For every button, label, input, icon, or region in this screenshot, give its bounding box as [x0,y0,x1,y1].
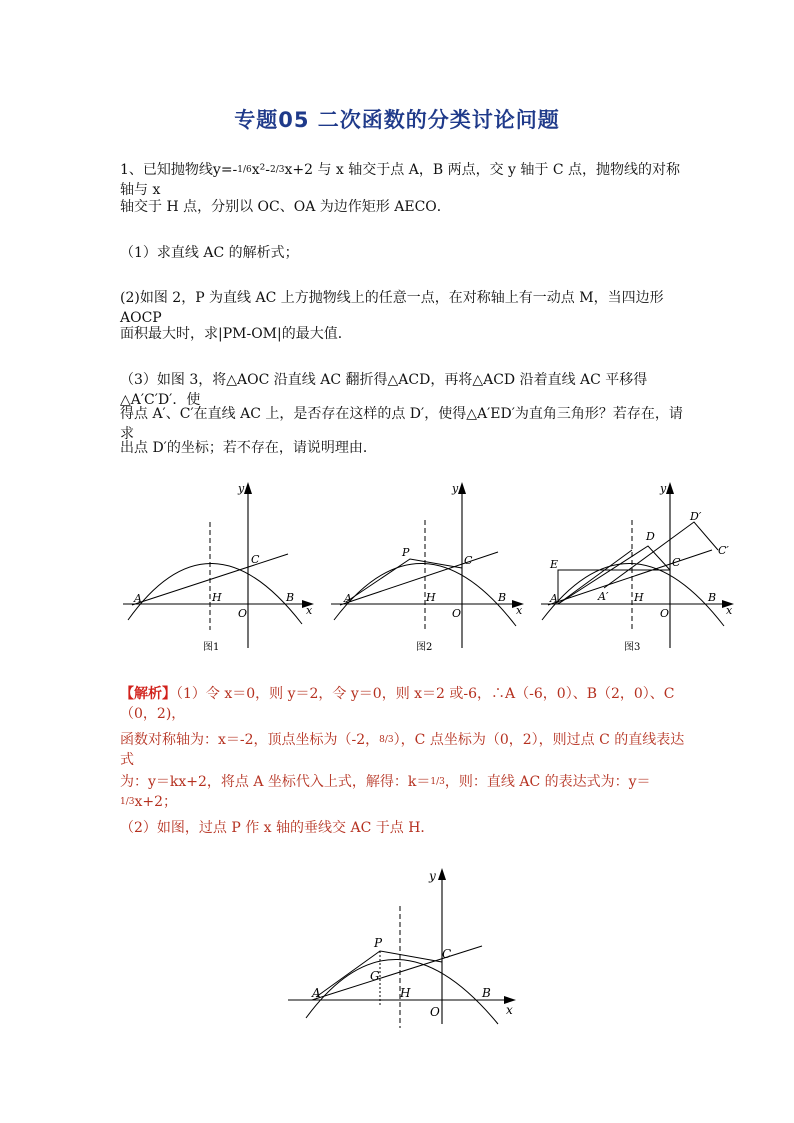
solution-line3 [120,772,690,812]
fig2-label-y: y [452,482,459,495]
fig4-label-b: B [482,986,491,1000]
fig3-label-d: D [646,530,655,543]
question-3-line3: 出点 D′的坐标；若不存在，请说明理由． [120,440,377,456]
fraction-8-3: 8/3 [379,735,394,745]
fig4-label-x: x [506,1003,513,1017]
fig1-caption: 图1 [203,642,220,653]
fig3-caption: 图3 [624,642,641,653]
fig1-label-y: y [238,482,245,495]
page-title: 专题05 二次函数的分类讨论问题 [234,108,560,132]
figure-2 [326,480,526,656]
figure-4 [282,862,522,1032]
question-2-line1: (2)如图 2，P 为直线 AC 上方抛物线上的任意一点，在对称轴上有一动点 M，当四边形 AOCP [120,290,664,326]
fig3-label-c: C [672,556,681,569]
problem-intro-line1 [120,160,690,200]
fig2-label-o: O [452,607,462,620]
fig4-label-o: O [430,1005,440,1019]
fraction-1-3-a: 1/3 [430,777,445,787]
fig4-label-a: A [312,986,321,1000]
fig3-label-b: B [708,591,717,604]
fig2-label-p: P [402,546,410,559]
fig1-label-x: x [306,604,313,617]
fig3-label-x: x [726,604,733,617]
fig3-label-o: O [660,607,670,620]
fig2-label-a: A [344,592,352,605]
fig1-label-h: H [212,591,222,604]
fig2-caption: 图2 [416,642,433,653]
question-2-line2: 面积最大时，求|PM-OM|的最大值． [120,326,352,342]
fig3-label-a: A [550,592,558,605]
fig3-label-c-prime: C′ [718,544,729,557]
fig2-label-b: B [498,591,507,604]
fig2-label-c: C [464,554,473,567]
fraction-1-6: 1/6 [237,165,252,175]
question-3-line1: （3）如图 3，将△AOC 沿直线 AC 翻折得△ACD，再将△ACD 沿着直线 AC 平移得△A′C′D′．使 [120,372,648,408]
fraction-1-3-b: 1/3 [120,797,135,807]
fig2-label-x: x [516,604,523,617]
solution-line3-c: x+2； [134,794,178,810]
problem-intro-b: x+2 与 x 轴交于点 A，B 两点，交 y 轴于 C 点，抛物线的对称轴与 x [120,162,680,198]
fig3-label-y: y [660,482,667,495]
fraction-2-3: 2/3 [270,165,285,175]
fig2-label-h: H [426,591,436,604]
fig1-label-o: O [238,607,248,620]
solution-line2 [120,730,690,770]
solution-line3-a: 为：y＝kx+2，将点 A 坐标代入上式，解得：k＝ [120,774,431,790]
fig1-label-c: C [251,553,260,566]
problem-intro-eq: x²- [251,162,271,178]
solution-line3-b: ，则：直线 AC 的表达式为：y＝ [444,774,651,790]
solution-tag: 【解析】 [120,686,176,702]
fig4-label-p: P [374,936,383,950]
fig3-label-h: H [634,591,644,604]
solution-line2-b: ），C 点坐标为（0，2），则过点 C 的直线表达式 [120,732,685,768]
figure-1 [118,480,318,656]
fig4-label-h: H [400,986,411,1000]
question-1: （1）求直线 AC 的解析式； [120,245,299,261]
problem-intro-line2: 轴交于 H 点，分别以 OC、OA 为边作矩形 AECO． [120,199,451,215]
fig3-label-a-prime: A′ [598,590,609,603]
solution-line4: （2）如图，过点 P 作 x 轴的垂线交 AC 于点 H． [120,820,435,836]
fig1-label-b: B [286,591,295,604]
fig1-label-a: A [134,592,142,605]
question-3-line2: 得点 A′、C′在直线 AC 上，是否存在这样的点 D′，使得△A′ED′为直角三角形？若存在，请求 [120,406,683,442]
fig3-label-d-prime: D′ [690,510,702,523]
fig4-label-g: G [370,969,380,983]
fig3-label-e: E [550,558,559,571]
solution-line1-text: （1）令 x＝0，则 y＝2，令 y＝0，则 x＝2 或-6，∴A（-6，0）、B（2，0）、C（0，2)， [120,686,675,722]
problem-intro-a: 1、已知抛物线y=- [120,162,238,178]
solution-line1 [120,684,690,724]
fig4-label-y: y [429,869,436,883]
figure-3 [536,480,736,656]
fig4-label-c: C [442,947,452,961]
solution-line2-a: 函数对称轴为：x＝-2，顶点坐标为（-2， [120,732,380,748]
